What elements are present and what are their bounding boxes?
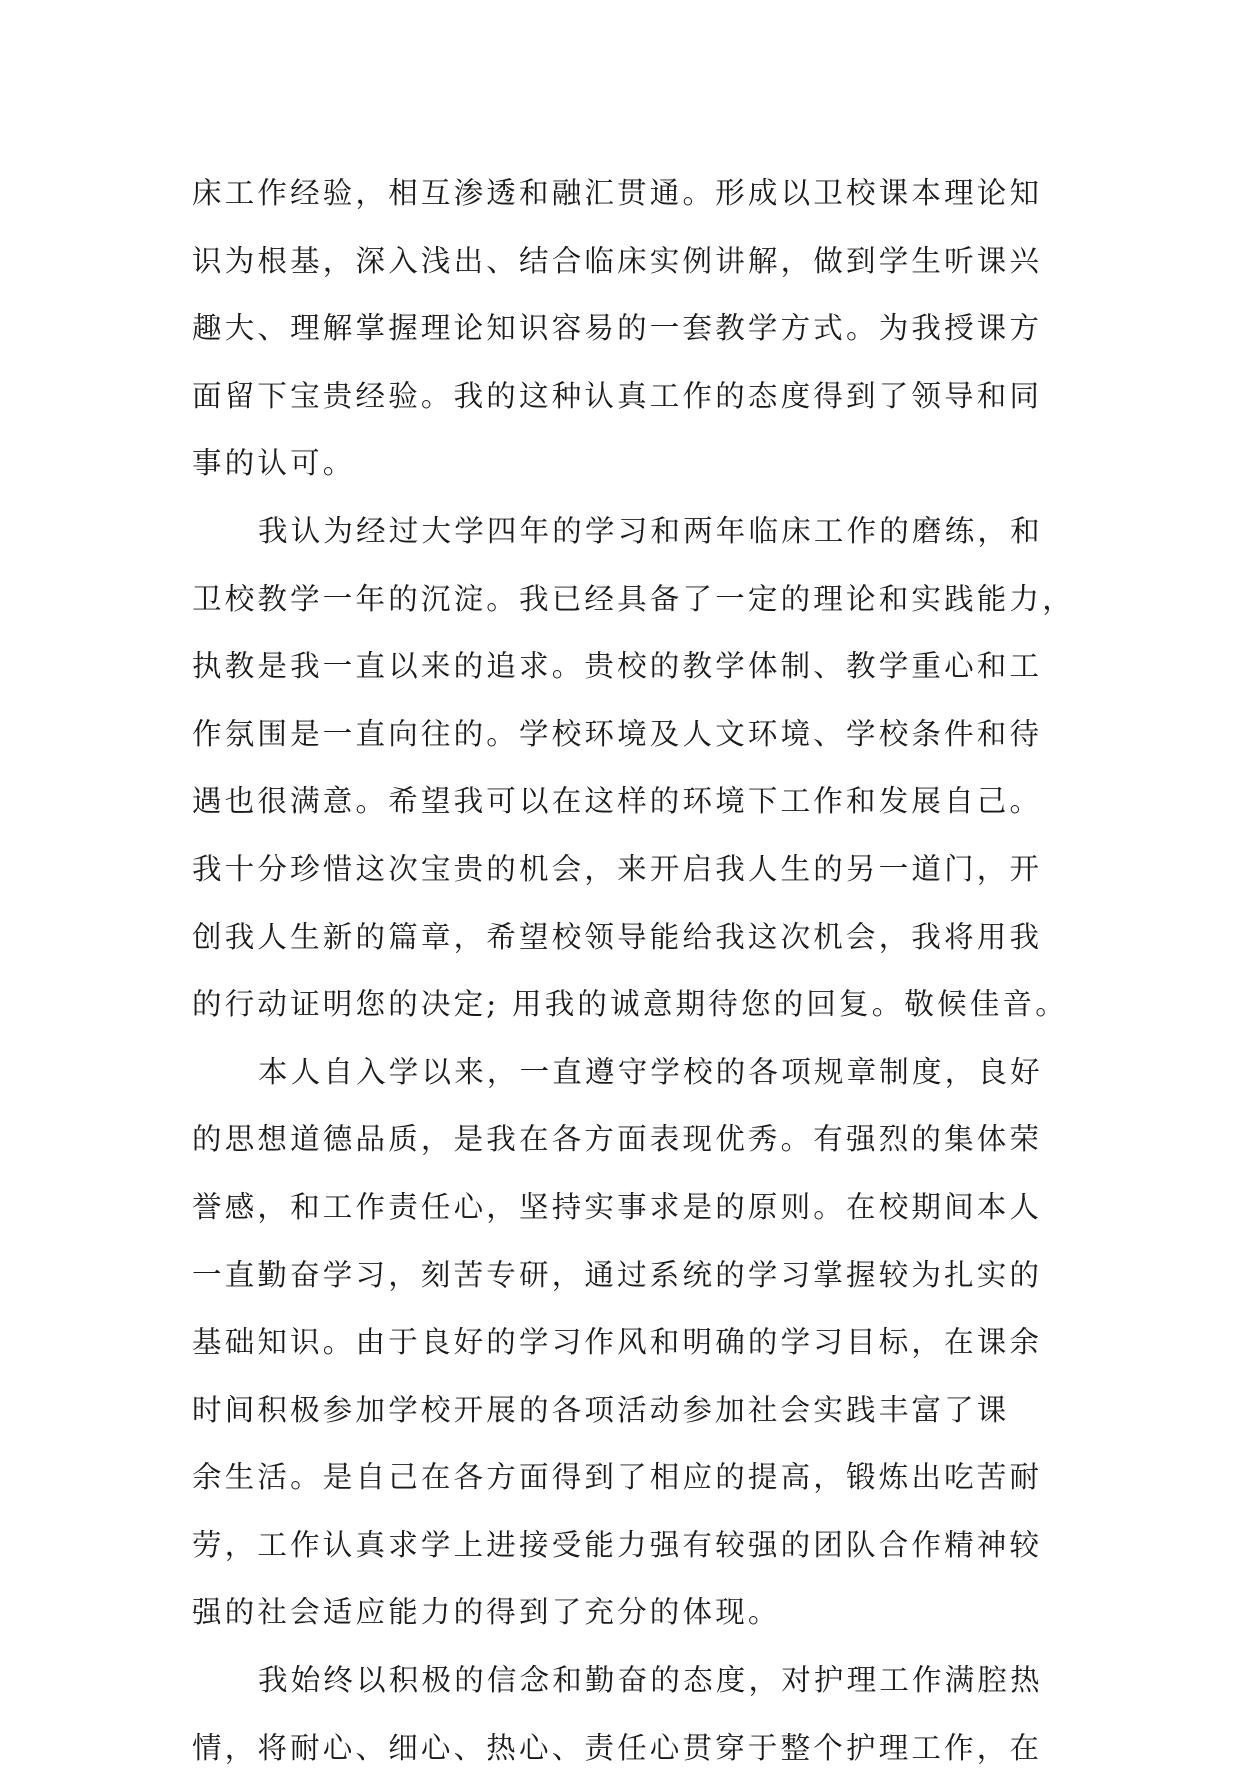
text-line: 事的认可。: [192, 446, 356, 481]
text-line: 誉感，和工作责任心，坚持实事求是的原则。在校期间本人: [192, 1189, 1043, 1224]
text-line: 余生活。是自己在各方面得到了相应的提高，锻炼出吃苦耐: [192, 1460, 1043, 1495]
paragraph-start-line: 本人自入学以来，一直遵守学校的各项规章制度，良好: [258, 1054, 1043, 1089]
text-line: 识为根基，深入浅出、结合临床实例讲解，做到学生听课兴: [192, 243, 1043, 278]
body-text: [192, 160, 1075, 1782]
text-line: 一直勤奋学习，刻苦专研，通过系统的学习掌握较为扎实的: [192, 1257, 1043, 1292]
text-line: 执教是我一直以来的追求。贵校的教学体制、教学重心和工: [192, 649, 1043, 684]
paragraph-start-line: 我始终以积极的信念和勤奋的态度，对护理工作满腔热: [258, 1663, 1043, 1698]
text-line: 我十分珍惜这次宝贵的机会，来开启我人生的另一道门，开: [192, 851, 1043, 886]
text-line: 作氛围是一直向往的。学校环境及人文环境、学校条件和待: [192, 716, 1043, 751]
text-line: 情，将耐心、细心、热心、责任心贯穿于整个护理工作，在: [192, 1730, 1043, 1765]
text-line: 遇也很满意。希望我可以在这样的环境下工作和发展自己。: [192, 784, 1043, 819]
text-line: 时间积极参加学校开展的各项活动参加社会实践丰富了课: [192, 1392, 1010, 1427]
text-line: 强的社会适应能力的得到了充分的体现。: [192, 1595, 781, 1630]
text-line: 的行动证明您的决定; 用我的诚意期待您的回复。敬候佳音。: [192, 987, 1068, 1022]
text-line: 床工作经验，相互渗透和融汇贯通。形成以卫校课本理论知: [192, 176, 1043, 210]
text-line: 创我人生新的篇章，希望校领导能给我这次机会，我将用我: [192, 919, 1043, 954]
text-line: 劳，工作认真求学上进接受能力强有较强的团队合作精神较: [192, 1527, 1043, 1562]
paragraph-start-line: 我认为经过大学四年的学习和两年临床工作的磨练，和: [258, 513, 1043, 548]
text-line: 卫校教学一年的沉淀。我已经具备了一定的理论和实践能力，: [192, 581, 1075, 616]
text-line: 的思想道德品质，是我在各方面表现优秀。有强烈的集体荣: [192, 1122, 1043, 1157]
text-line: 面留下宝贵经验。我的这种认真工作的态度得到了领导和同: [192, 378, 1043, 413]
text-line: 趣大、理解掌握理论知识容易的一套教学方式。为我授课方: [192, 311, 1043, 346]
text-line: 基础知识。由于良好的学习作风和明确的学习目标，在课余: [192, 1325, 1043, 1360]
